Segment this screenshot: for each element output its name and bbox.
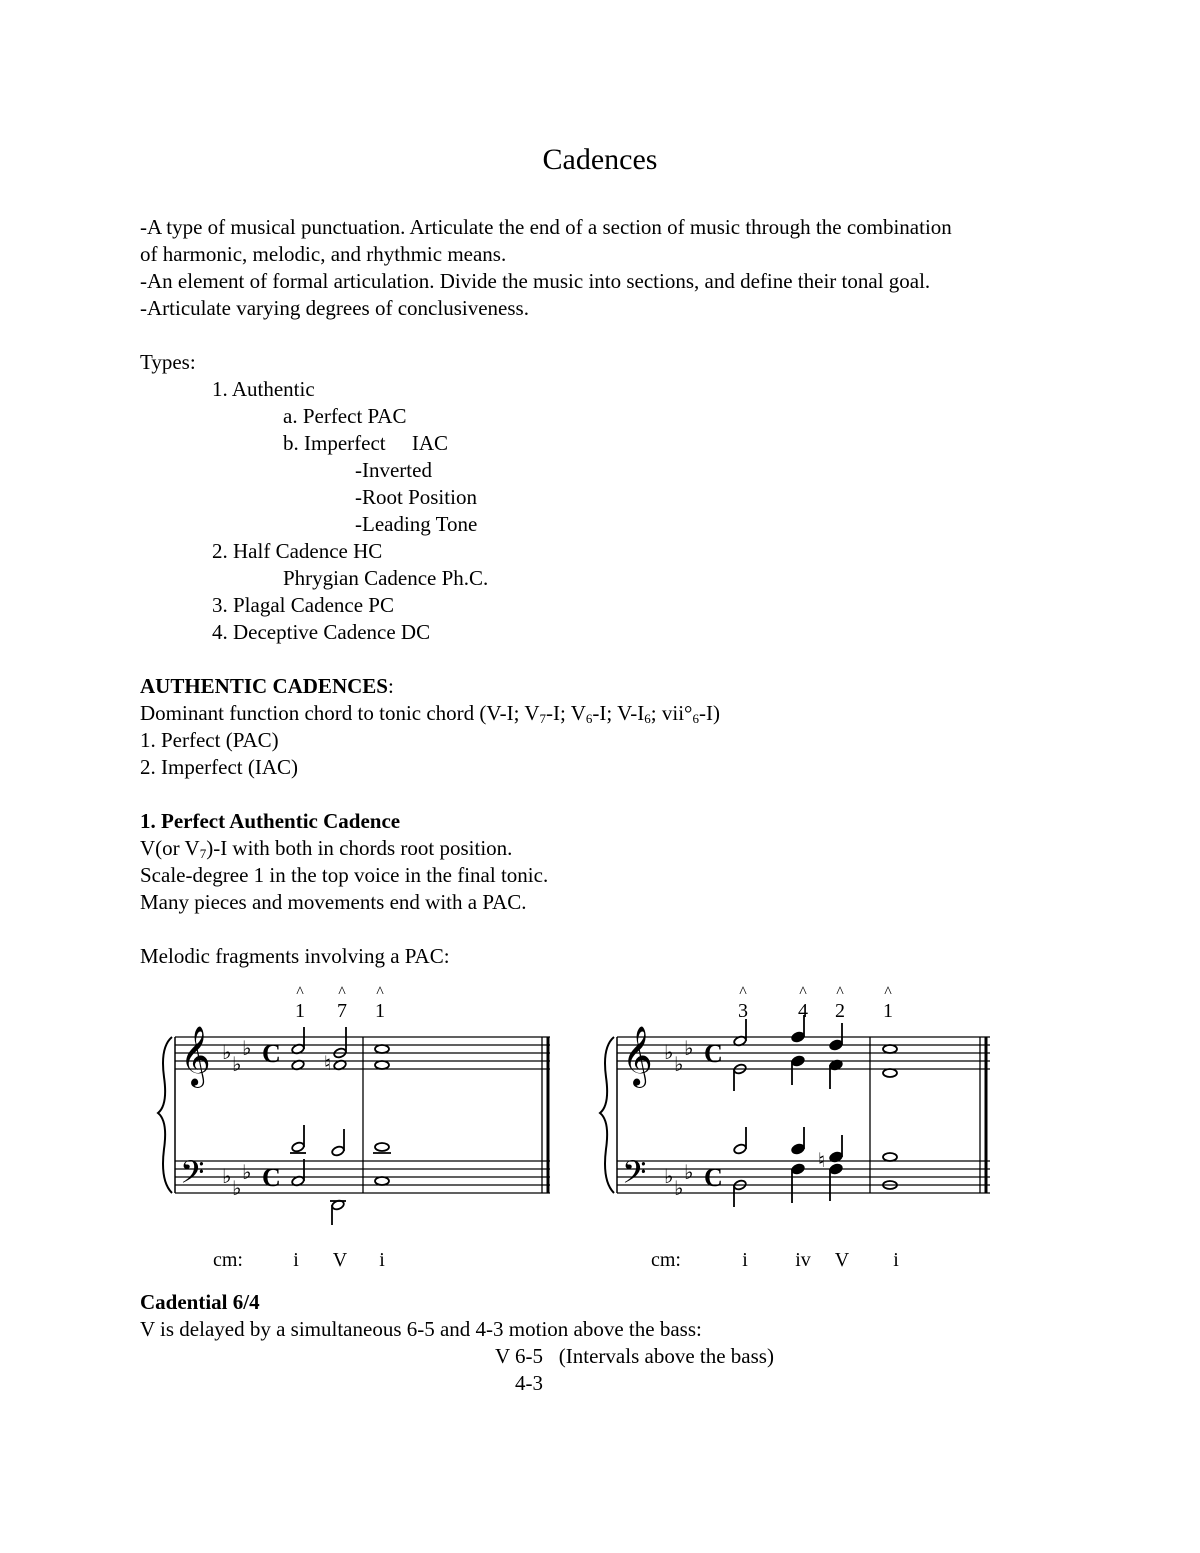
ex1-degree-1: 1 [295,1000,305,1022]
intro-line-3: -An element of formal articulation. Divide the music into sections, and define their tonal goal. [140,269,931,293]
pac-line-1-sub: 7 [199,846,207,861]
type-authentic: 1. Authentic [212,377,315,401]
authentic-item-1: 1. Perfect (PAC) [140,728,279,752]
pac-line-3: Many pieces and movements end with a PAC. [140,890,527,914]
type-deceptive: 4. Deceptive Cadence DC [212,620,431,644]
ex2-bass-flat-2: ♭ [674,1178,684,1200]
ex1-caret-3: ^ [376,984,384,1001]
authentic-colon: : [387,674,394,698]
ex1-roman-3: i [379,1249,385,1271]
def-sub-6a: 6 [585,711,593,726]
ex2-caret-2: ^ [799,984,807,1001]
ex1-bass-flat-1: ♭ [222,1166,232,1188]
ex2-roman-3: V [834,1249,850,1271]
ex1-degree-3: 1 [375,1000,385,1022]
ex2-caret-1: ^ [739,984,747,1001]
ex2-roman-1: i [742,1249,748,1271]
def-sub-6b: 6 [644,711,651,726]
example-2 [600,984,990,1271]
ex2-bass-flat-1: ♭ [664,1166,674,1188]
type-plagal: 3. Plagal Cadence PC [212,593,394,617]
def-sub-7: 7 [539,711,547,726]
def-suffix: -I) [698,701,720,725]
def-mid-1: -I; V [546,701,586,725]
ex2-treble-flat-2: ♭ [674,1054,684,1076]
type-root-position: -Root Position [355,485,477,509]
ex1-bass-clef-icon: 𝄢 [180,1156,205,1198]
ex1-treble-flat-3: ♭ [242,1038,252,1060]
ex2-brace [600,1037,614,1193]
intro-line-1: -A type of musical punctuation. Articulate the end of a section of music through the combination [140,215,952,239]
ex2-bass-notes [733,1127,897,1207]
def-mid-3: ; vii° [650,701,693,725]
authentic-item-2: 2. Imperfect (IAC) [140,755,299,779]
type-imperfect: b. Imperfect IAC [283,431,449,455]
def-mid-2: -I; V-I [592,701,645,725]
ex2-caret-4: ^ [884,984,892,1001]
pac-line-1 [140,835,512,862]
ex1-treble-flat-1: ♭ [222,1042,232,1064]
pac-heading: 1. Perfect Authentic Cadence [140,809,401,833]
authentic-definition [140,700,720,727]
ex1-bass-flat-2: ♭ [232,1178,242,1200]
type-perfect: a. Perfect PAC [283,404,407,428]
ex2-bass-time-icon: C [704,1163,723,1192]
ex1-bass-time-icon: C [262,1163,281,1192]
ex1-treble-clef-icon: 𝄞 [180,1028,211,1085]
type-phrygian: Phrygian Cadence Ph.C. [283,566,489,590]
ex1-treble-time-icon: C [262,1039,281,1068]
type-half: 2. Half Cadence HC [212,539,383,563]
ex2-bass-clef-icon: 𝄢 [622,1156,647,1198]
ex1-treble-notes [291,1027,389,1071]
ex2-treble-flat-3: ♭ [684,1038,694,1060]
pac-heading-line [140,808,400,835]
ex2-natural-icon: ♮ [818,1150,826,1172]
ex2-caret-3: ^ [836,984,844,1001]
ex1-roman-2: V [332,1249,348,1271]
pac-line-1-prefix: V(or V [140,836,200,860]
ex2-degree-4: 1 [883,1000,893,1022]
ex2-degree-1: 3 [738,1000,748,1022]
ex1-bass-flat-3: ♭ [242,1162,252,1184]
type-leading-tone: -Leading Tone [355,512,478,536]
ex2-roman-2: iv [795,1249,811,1271]
cadential-line-2: V 6-5 (Intervals above the bass) [495,1344,774,1368]
cadential-line-1: V is delayed by a simultaneous 6-5 and 4-3 motion above the bass: [140,1317,702,1341]
authentic-heading-line [140,673,394,700]
ex2-bass-flat-3: ♭ [684,1162,694,1184]
intro-line-4: -Articulate varying degrees of conclusiveness. [140,296,529,320]
ex2-treble-time-icon: C [704,1039,723,1068]
cadential-heading: Cadential 6/4 [140,1290,260,1314]
intro-line-2: of harmonic, melodic, and rhythmic means. [140,242,507,266]
def-prefix: Dominant function chord to tonic chord (V-I; V [140,701,540,725]
music-examples [0,975,1200,1275]
ex1-key: cm: [213,1249,243,1271]
example-1 [158,984,550,1271]
ex1-bass-notes [290,1125,391,1225]
pac-line-1-suffix: )-I with both in chords root position. [206,836,513,860]
ex1-caret-1: ^ [296,984,304,1001]
ex2-roman-4: i [893,1249,899,1271]
ex2-degree-2: 4 [798,1000,808,1022]
ex2-treble-flat-1: ♭ [664,1042,674,1064]
authentic-heading: AUTHENTIC CADENCES [140,674,388,698]
pac-fragments-label: Melodic fragments involving a PAC: [140,944,450,968]
page-title: Cadences [542,143,658,176]
pac-line-2: Scale-degree 1 in the top voice in the final tonic. [140,863,549,887]
ex1-treble-flat-2: ♭ [232,1054,242,1076]
ex1-degree-2: 7 [337,1000,347,1022]
type-inverted: -Inverted [355,458,432,482]
cadential-heading-line [140,1289,260,1316]
ex1-natural-icon: ♮ [324,1053,332,1075]
ex2-degree-3: 2 [835,1000,845,1022]
def-sub-6c: 6 [692,711,699,726]
ex2-key: cm: [651,1249,681,1271]
ex2-treble-clef-icon: 𝄞 [622,1028,653,1085]
cadential-line-3: 4-3 [515,1371,543,1395]
ex1-caret-2: ^ [338,984,346,1001]
types-heading: Types: [140,350,196,374]
ex1-brace [158,1037,172,1193]
ex1-roman-1: i [293,1249,299,1271]
